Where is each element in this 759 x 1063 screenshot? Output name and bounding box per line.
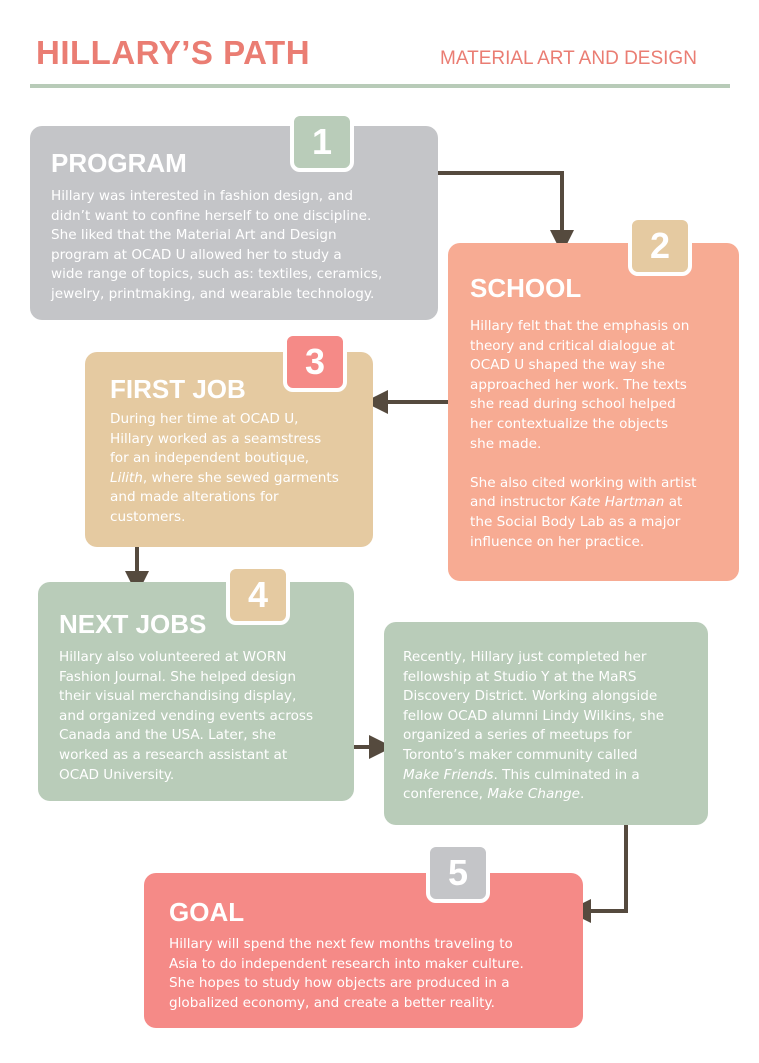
step-5-badge: 5 [426, 843, 490, 903]
step-first-job-heading: FIRST JOB [110, 374, 246, 404]
step-next-jobs-text: Hillary also volunteered at WORN Fashion Journal. She helped design their visual merchandising display, and organized vending events across Canada and the USA. Later, she worked as a research assistant at OCAD University. [59, 649, 314, 783]
step-goal-text: Hillary will spend the next few months traveling to Asia to do independent research into maker culture. She hopes to study how objects are produced in a globalized economy, and create a better reality. [169, 936, 524, 1011]
step-program-heading: PROGRAM [51, 148, 187, 178]
step-school-text: Hillary felt that the emphasis on theory and critical dialogue at OCAD U shaped the way she approached her work. The texts she read during school helped her contextualize the objects she made. She also cited working with artist and instructor Kate Hartman at the Social Body Lab as a major influence on her practice. [470, 318, 697, 550]
step-program-text: Hillary was interested in fashion design, and didn’t want to confine herself to one discipline. She liked that the Material Art and Design program at OCAD U allowed her to study a wide range of topics, such as: textiles, ceramics, jewelry, printmaking, and wearable technology. [51, 188, 383, 302]
step-recent-card [384, 622, 708, 825]
step-recent-text: Recently, Hillary just completed her fellowship at Studio Y at the MaRS Discovery District. Working alongside fellow OCAD alumni Lindy Wilkins, she organized a series of meetups for Toronto’s maker community called Make Friends. This culminated in a conference, Make Change. [403, 649, 665, 803]
page-subtitle: MATERIAL ART AND DESIGN [440, 48, 697, 69]
step-program-card [30, 126, 438, 320]
step-school-card [448, 243, 739, 581]
step-next-jobs-card [38, 582, 354, 801]
step-goal-heading: GOAL [169, 897, 245, 927]
step-3-badge: 3 [283, 332, 347, 392]
step-first-job-text: During her time at OCAD U, Hillary worked as a seamstress for an independent boutique, Lilith, where she sewed garments and made alterations for customers. [110, 411, 339, 525]
step-next-jobs-heading: NEXT JOBS [59, 609, 207, 639]
step-2-badge: 2 [628, 216, 692, 276]
step-1-badge: 1 [290, 112, 354, 172]
page-title: HILLARY’S PATH [36, 34, 311, 71]
step-goal-card [144, 873, 583, 1028]
step-school-heading: SCHOOL [470, 273, 582, 303]
arrow-recent-to-goal [579, 820, 626, 911]
step-4-badge: 4 [226, 565, 290, 625]
